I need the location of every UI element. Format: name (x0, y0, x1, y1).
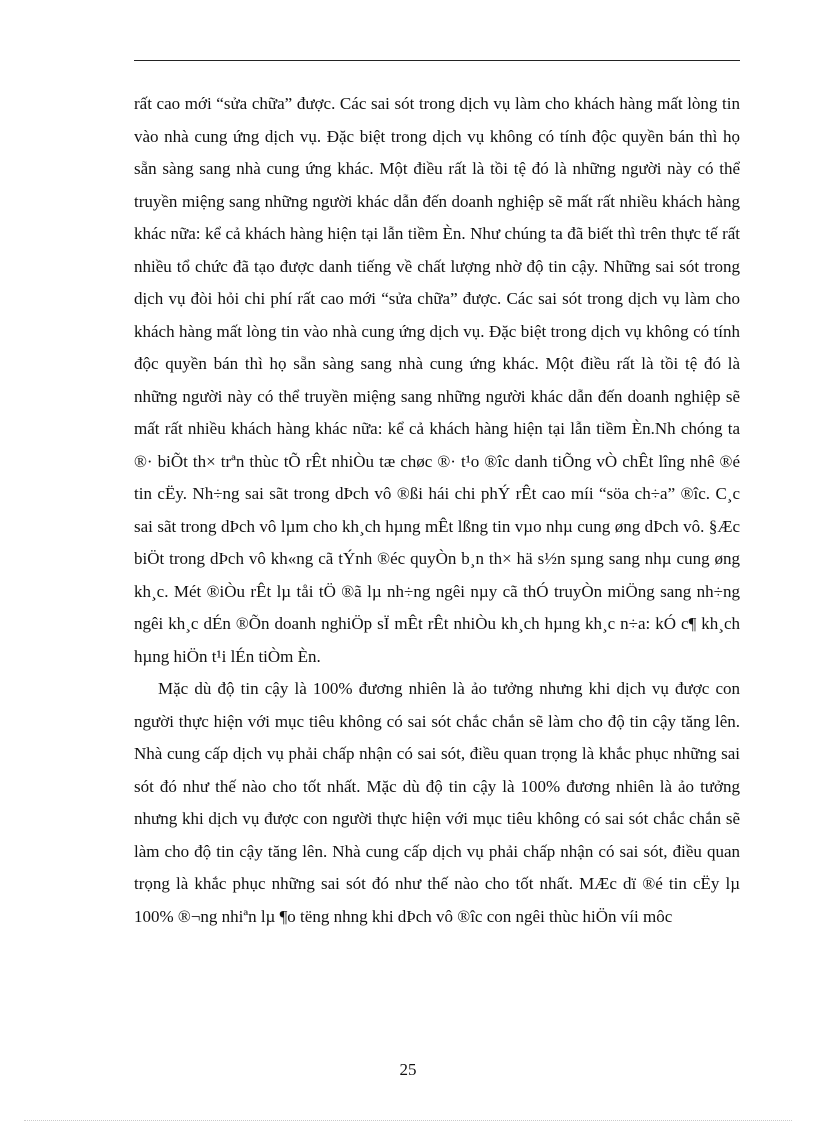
page-bottom-border (24, 1120, 792, 1121)
header-rule (134, 60, 740, 61)
paragraph-2: Mặc dù độ tin cậy là 100% đương nhiên là ảo tưởng nhưng khi dịch vụ được con người thực hiện với mục tiêu không có sai sót chắc chắn sẽ làm cho độ tin cậy tăng lên. Nhà cung cấp dịch vụ phải chấp nhận có sai sót, điều quan trọng là khắc phục những sai sót đó như thế nào cho tốt nhất. Mặc dù độ tin cậy là 100% đương nhiên là ảo tưởng nhưng khi dịch vụ được con người thực hiện với mục tiêu không có sai sót chắc chắn sẽ làm cho độ tin cậy tăng lên. Nhà cung cấp dịch vụ phải chấp nhận có sai sót, điều quan trọng là khắc phục những sai sót đó như thế nào cho tốt nhất. MÆc dï ®é tin cËy lµ 100% ®¬ng nhiªn lµ ¶o tëng nhng khi dÞch vô ®îc con ngêi thùc hiÖn víi môc (134, 679, 740, 926)
paragraph-1: rất cao mới “sửa chữa” được. Các sai sót trong dịch vụ làm cho khách hàng mất lòng tin vào nhà cung ứng dịch vụ. Đặc biệt trong dịch vụ không có tính độc quyền bán thì họ sẵn sàng sang nhà cung ứng khác. Một điều rất là tồi tệ đó là những người này có thể truyền miệng sang những người khác dẫn đến doanh nghiệp sẽ mất rất nhiều khách hàng khác nữa: kể cả khách hàng hiện tại lẫn tiềm Èn. Như chúng ta đã biết thì trên thực tế rất nhiều tổ chức đã tạo được danh tiếng về chất lượng nhờ độ tin cậy. Những sai sót trong dịch vụ đòi hỏi chi phí rất cao mới “sửa chữa” được. Các sai sót trong dịch vụ làm cho khách hàng mất lòng tin vào nhà cung ứng dịch vụ. Đặc biệt trong dịch vụ không có tính độc quyền bán thì họ sẵn sàng sang nhà cung ứng khác. Một điều rất là tồi tệ đó là những người này có thể truyền miệng sang những người khác dẫn đến doanh nghiệp sẽ mất rất nhiều khách hàng khác nữa: kể cả khách hàng hiện tại lẫn tiềm Èn.Nh chóng ta ®· biÕt th× trªn thùc tÕ rÊt nhiÒu tæ chøc ®· t¹o ®îc danh tiÕng vÒ chÊt lîng nhê ®é tin cËy. Nh÷ng sai sãt trong dÞch vô ®ßi hái chi phÝ rÊt cao míi “söa ch÷a” ®îc. C¸c sai sãt trong dÞch vô lµm cho kh¸ch hµng mÊt lßng tin vµo nhµ cung øng dÞch vô. §Æc biÖt trong dÞch vô kh«ng cã tÝnh ®éc quyÒn b¸n th× hä s½n sµng sang nhµ cung øng kh¸c. Mét ®iÒu rÊt lµ tåi tÖ ®ã lµ nh÷ng ngêi nµy cã thÓ truyÒn miÖng sang nh÷ng ngêi kh¸c dÉn ®Õn doanh nghiÖp sÏ mÊt rÊt nhiÒu kh¸ch hµng kh¸c n÷a: kÓ c¶ kh¸ch hµng hiÖn t¹i lÉn tiÒm Èn. (134, 94, 740, 666)
body-text (134, 88, 740, 933)
page-number: 25 (399, 1060, 417, 1079)
